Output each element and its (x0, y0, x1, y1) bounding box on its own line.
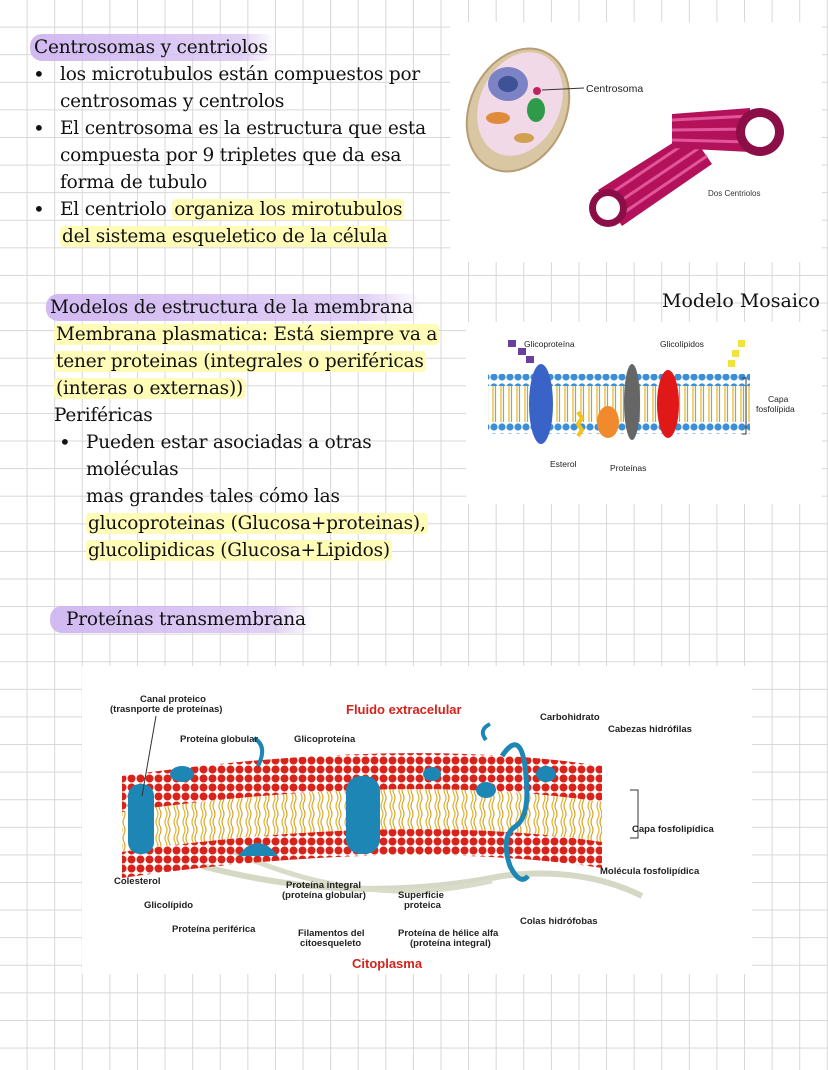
bullet-list-centrosomas (30, 61, 450, 250)
subheading-perifericas: Periféricas (54, 405, 153, 426)
mosaic-glycolipids-label: Glicolípidos (660, 339, 704, 349)
glycoprotein-shape (529, 364, 553, 444)
centrosome-label: Centrosoma (586, 83, 644, 95)
channel-label-2: (trasnporte de proteínas) (110, 704, 223, 715)
centrosome-illustration (450, 22, 822, 262)
filaments-label-2: citoesqueleto (300, 938, 362, 949)
membrane-line-1: Membrana plasmatica: Está siempre va a (56, 324, 438, 345)
centrosome-figure (450, 22, 822, 262)
red-protein-shape (657, 370, 679, 438)
helix-label-1: Proteína de hélice alfa (398, 928, 499, 939)
bullet-item: • El centriolo organiza los mirotubulos del sistema esqueletico de la célula (30, 196, 450, 250)
channel-label-1: Canal proteico (140, 694, 206, 705)
surface-label-2: proteica (404, 900, 441, 911)
bullet-list-perifericas (54, 429, 466, 564)
transmembrane-figure (82, 666, 752, 974)
channel-protein-shape (128, 784, 154, 854)
transmembrane-illustration (82, 666, 752, 974)
glycoprotein-label: Glicoproteína (294, 734, 356, 745)
tails-label: Colas hidrófobas (520, 916, 598, 927)
peripheral-protein-shape (597, 406, 619, 438)
mosaic-bilayer-label-2: fosfolípida (756, 404, 795, 414)
bullet-item: • El centrosoma es la estructura que esta compuesta por 9 tripletes que da esa forma de tubulo (30, 115, 450, 196)
filaments-label-1: Filamentos del (298, 928, 365, 939)
section-membrana (46, 294, 466, 564)
section-title-transmembrana: Proteínas transmembrana (50, 606, 314, 633)
membrane-line-3: (interas o externas)) (56, 378, 243, 399)
section-centrosomas (30, 34, 450, 250)
section-title-centrosomas: Centrosomas y centriolos (30, 34, 276, 61)
bullet-item: • Pueden estar asociadas a otras moléculas mas grandes tales cómo las glucoproteinas (Glucosa+proteinas), glucolipidicas (Glucosa+Lipidos) (56, 429, 466, 564)
integral-protein-shape (624, 364, 640, 440)
integral-label-1: Proteína integral (286, 880, 361, 891)
bullet-item: • los microtubulos están compuestos por centrosomas y centrolos (30, 61, 450, 115)
peripheral-label: Proteína periférica (172, 924, 256, 935)
surface-label-1: Superficie (398, 890, 444, 901)
centrioles-label: Dos Centriolos (708, 189, 761, 198)
section-transmembrana (50, 606, 314, 633)
mosaic-proteins-label: Proteínas (610, 463, 647, 473)
membrane-line-2: tener proteinas (integrales o periféricas (56, 351, 424, 372)
bilayer-label: Capa fosfolipídica (632, 824, 714, 835)
mosaic-model-title: Modelo Mosaico (662, 290, 820, 312)
extracellular-label: Fluido extracelular (346, 702, 462, 717)
phospholipid-label: Molécula fosfolipídica (600, 866, 700, 877)
mosaic-model-figure (466, 322, 822, 504)
glycolipid-label: Glicolípido (144, 900, 194, 911)
section-title-membrana: Modelos de estructura de la membrana (46, 294, 421, 321)
carbohydrate-label: Carbohidrato (540, 712, 600, 723)
centrosome-dot (533, 87, 541, 95)
mosaic-sterol-label: Esterol (550, 459, 577, 469)
cytoplasm-label: Citoplasma (352, 956, 423, 971)
integral-label-2: (proteína globular) (282, 890, 366, 901)
heads-label: Cabezas hidrófilas (608, 724, 692, 735)
globular-label: Proteína globular (180, 734, 259, 745)
mosaic-glycoprotein-label: Glicoproteína (524, 339, 575, 349)
cholesterol-label: Colesterol (114, 876, 161, 887)
helix-label-2: (proteína integral) (410, 938, 491, 949)
mosaic-model-illustration (466, 322, 822, 504)
centriole-horizontal (672, 108, 784, 156)
mosaic-bilayer-label-1: Capa (768, 394, 789, 404)
integral-protein-shape (346, 776, 380, 854)
